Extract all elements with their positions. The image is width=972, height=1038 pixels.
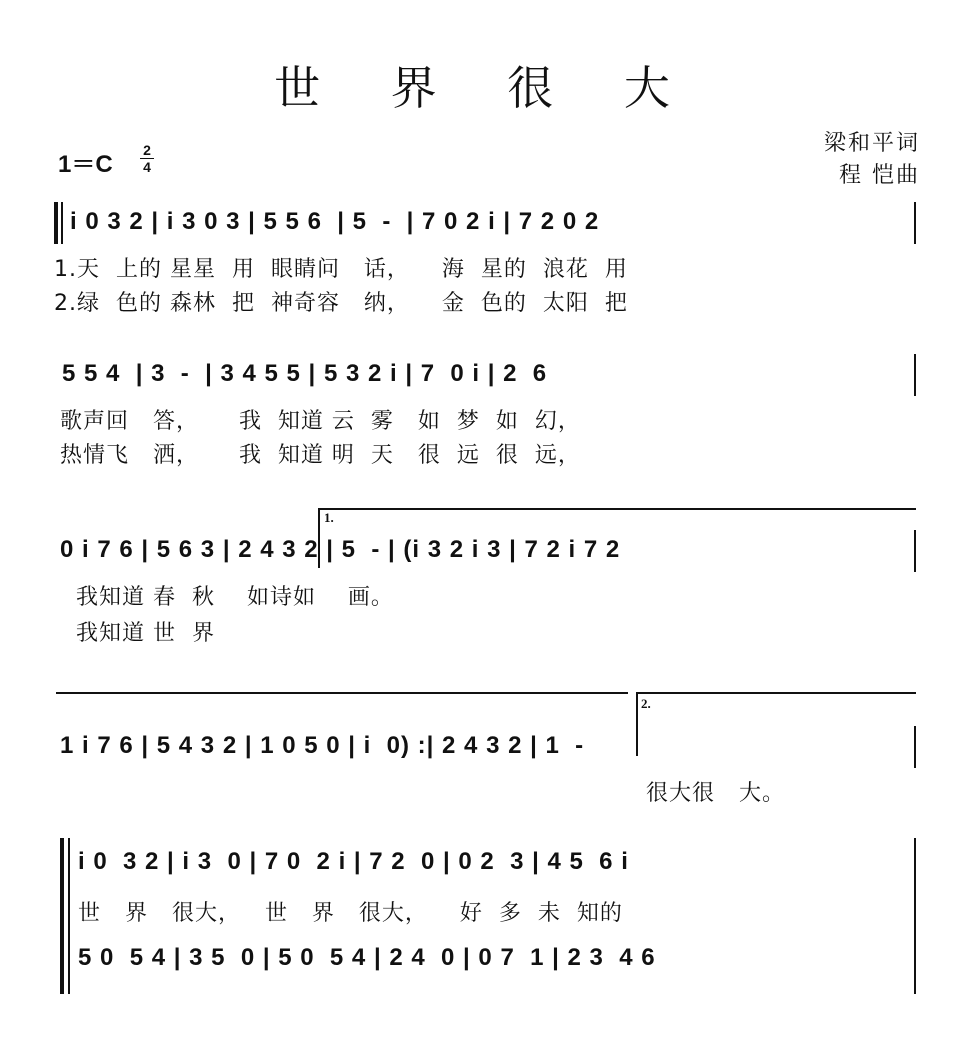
system-barline bbox=[68, 838, 70, 994]
volta-ending-2: 2. bbox=[641, 696, 651, 711]
barline bbox=[914, 202, 916, 244]
time-signature-top: 2 bbox=[143, 142, 151, 158]
notation-line: 1 i 7 6 | 5 4 3 2 | 1 0 5 0 | i 0) :| 2 4 3 2 | 1 - bbox=[60, 732, 585, 759]
lyrics-verse-1: 1.天 上的 星星 用 眼睛问 话， 海 星的 浪花 用 bbox=[54, 257, 628, 282]
lyrics-verse-1: 很大很 大。 bbox=[646, 781, 785, 806]
lyricist-credit: 梁和平词 bbox=[823, 131, 920, 156]
lyrics-verse-1: 歌声回 答， 我 知道 云 雾 如 梦 如 幻， bbox=[60, 409, 581, 434]
barline bbox=[914, 354, 916, 396]
song-title: 世 界 很 大 bbox=[274, 61, 698, 115]
barline bbox=[914, 838, 916, 994]
repeat-start-barline bbox=[54, 202, 58, 244]
barline bbox=[914, 530, 916, 572]
notation-upper-voice: i 0 3 2 | i 3 0 | 7 0 2 i | 7 2 0 | 0 2 3 | 4 5 6 i bbox=[78, 848, 629, 875]
notation-lower-voice: 5 0 5 4 | 3 5 0 | 5 0 5 4 | 2 4 0 | 0 7 1 | 2 3 4 6 bbox=[78, 944, 656, 971]
volta-bracket-line bbox=[636, 692, 916, 694]
lyrics-line: 世 界 很大， 世 界 很大， 好 多 未 知的 bbox=[78, 901, 623, 926]
time-signature bbox=[140, 143, 154, 174]
time-signature-bottom: 4 bbox=[143, 159, 151, 175]
system-bracket bbox=[60, 838, 64, 994]
lyrics-verse-2: 2.绿 色的 森林 把 神奇容 纳， 金 色的 太阳 把 bbox=[54, 291, 628, 316]
composer-credit: 程 恺曲 bbox=[839, 163, 920, 188]
volta-bracket-start bbox=[636, 692, 638, 756]
notation-line: 0 i 7 6 | 5 6 3 | 2 4 3 2 | 5 - | (i 3 2 i 3 | 7 2 i 7 2 bbox=[60, 536, 621, 563]
key-signature: 1＝C bbox=[58, 151, 113, 178]
lyrics-verse-1: 我知道 春 秋 如诗如 画。 bbox=[60, 585, 394, 610]
lyrics-verse-2: 热情飞 洒， 我 知道 明 天 很 远 很 远， bbox=[60, 443, 581, 468]
notation-line: i 0 3 2 | i 3 0 3 | 5 5 6 | 5 - | 7 0 2 i | 7 2 0 2 bbox=[70, 208, 600, 235]
volta-bracket-line bbox=[56, 692, 628, 694]
volta-bracket-line bbox=[318, 508, 916, 510]
barline bbox=[914, 726, 916, 768]
barline bbox=[61, 202, 63, 244]
volta-ending-1: 1. bbox=[324, 510, 334, 525]
lyrics-verse-2: 我知道 世 界 bbox=[60, 621, 215, 646]
notation-line: 5 5 4 | 3 - | 3 4 5 5 | 5 3 2 i | 7 0 i | 2 6 bbox=[62, 360, 548, 387]
